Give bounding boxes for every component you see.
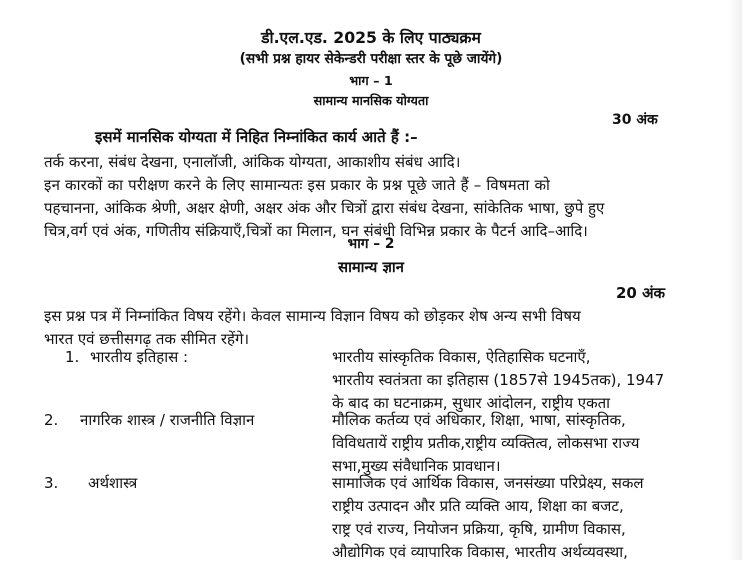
subject-number: 2. (44, 411, 59, 429)
document-subtitle: (सभी प्रश्न हायर सेकेन्डरी परीक्षा स्तर के पूछे जायेंगे) (239, 51, 503, 67)
scan-edge-shadow (728, 0, 742, 560)
part1-label: भाग – 1 (349, 74, 393, 89)
part2-intro-line: भारत एवं छत्तीसगढ़ तक सीमित रहेंगे। (44, 330, 250, 348)
part1-line: पहचानना, आंकिक श्रेणी, अक्षर क्षेणी, अक्षर अंक और चित्रों द्वारा संबंध देखना, सांकेतिक भाषा, छुपे हुए (44, 199, 605, 217)
subject-detail: राष्ट्रीय उत्पादन और प्रति व्यक्ति आय, शिक्षा का बजट, (332, 497, 624, 515)
part2-marks: 20 अंक (616, 284, 666, 302)
part1-marks: 30 अंक (612, 112, 658, 128)
part1-line: इन कारकों का परीक्षण करने के लिए सामान्यतः इस प्रकार के प्रश्न पूछे जाते हैं – विषमता को (44, 176, 551, 194)
subject-number: 1. (65, 348, 80, 366)
part1-line: तर्क करना, संबंध देखना, एनालॉजी, आंकिक योग्यता, आकाशीय संबंध आदि। (44, 153, 461, 171)
part1-line: चित्र,वर्ग एवं अंक, गणितीय संक्रियाएँ,चित्रों का मिलान, घन संबंधी विभिन्न प्रकार के पैटर्न आदि–आदि। (44, 222, 588, 240)
document-title: डी.एल.एड. 2025 के लिए पाठ्यक्रम (261, 28, 481, 47)
part2-intro-line: इस प्रश्न पत्र में निम्नांकित विषय रहेंगे। केवल सामान्य विज्ञान विषय को छोड़कर शेष अन्य सभी विषय (44, 307, 581, 325)
subject-name: अर्थशास्त्र (88, 474, 138, 492)
subject-detail: राष्ट्र एवं राज्य, नियोजन प्रक्रिया, कृषि, ग्रामीण विकास, (332, 520, 626, 538)
subject-detail: मौलिक कर्तव्य एवं अधिकार, शिक्षा, भाषा, सांस्कृतिक, (332, 411, 626, 429)
part1-intro: इसमें मानसिक योग्यता में निहित निम्नांकित कार्य आते हैं :– (95, 128, 418, 146)
part2-label: भाग – 2 (347, 236, 395, 252)
subject-detail: सभा,मुख्य संवैधानिक प्रावधान। (332, 457, 501, 475)
subject-detail: सामाजिक एवं आर्थिक विकास, जनसंख्या परिप्रेक्ष्य, सकल (332, 474, 644, 492)
subject-name: नागरिक शास्त्र / राजनीति विज्ञान (80, 411, 255, 429)
part1-heading: सामान्य मानसिक योग्यता (313, 94, 429, 109)
subject-name: भारतीय इतिहास : (90, 348, 189, 366)
subject-detail: के बाद का घटनाक्रम, सुधार आंदोलन, राष्ट्रीय एकता (332, 394, 611, 412)
subject-detail: भारतीय स्वतंत्रता का इतिहास (1857से 1945तक), 1947 (332, 371, 665, 389)
subject-number: 3. (44, 474, 59, 492)
subject-detail: भारतीय सांस्कृतिक विकास, ऐतिहासिक घटनाएँ, (332, 348, 591, 366)
part2-heading: सामान्य ज्ञान (338, 259, 404, 276)
subject-detail: औद्योगिक एवं व्यापारिक विकास, भारतीय अर्थव्यवस्था, (332, 543, 628, 561)
subject-detail: विविधतायें राष्ट्रीय प्रतीक,राष्ट्रीय व्यक्तित्व, लोकसभा राज्य (332, 434, 640, 452)
